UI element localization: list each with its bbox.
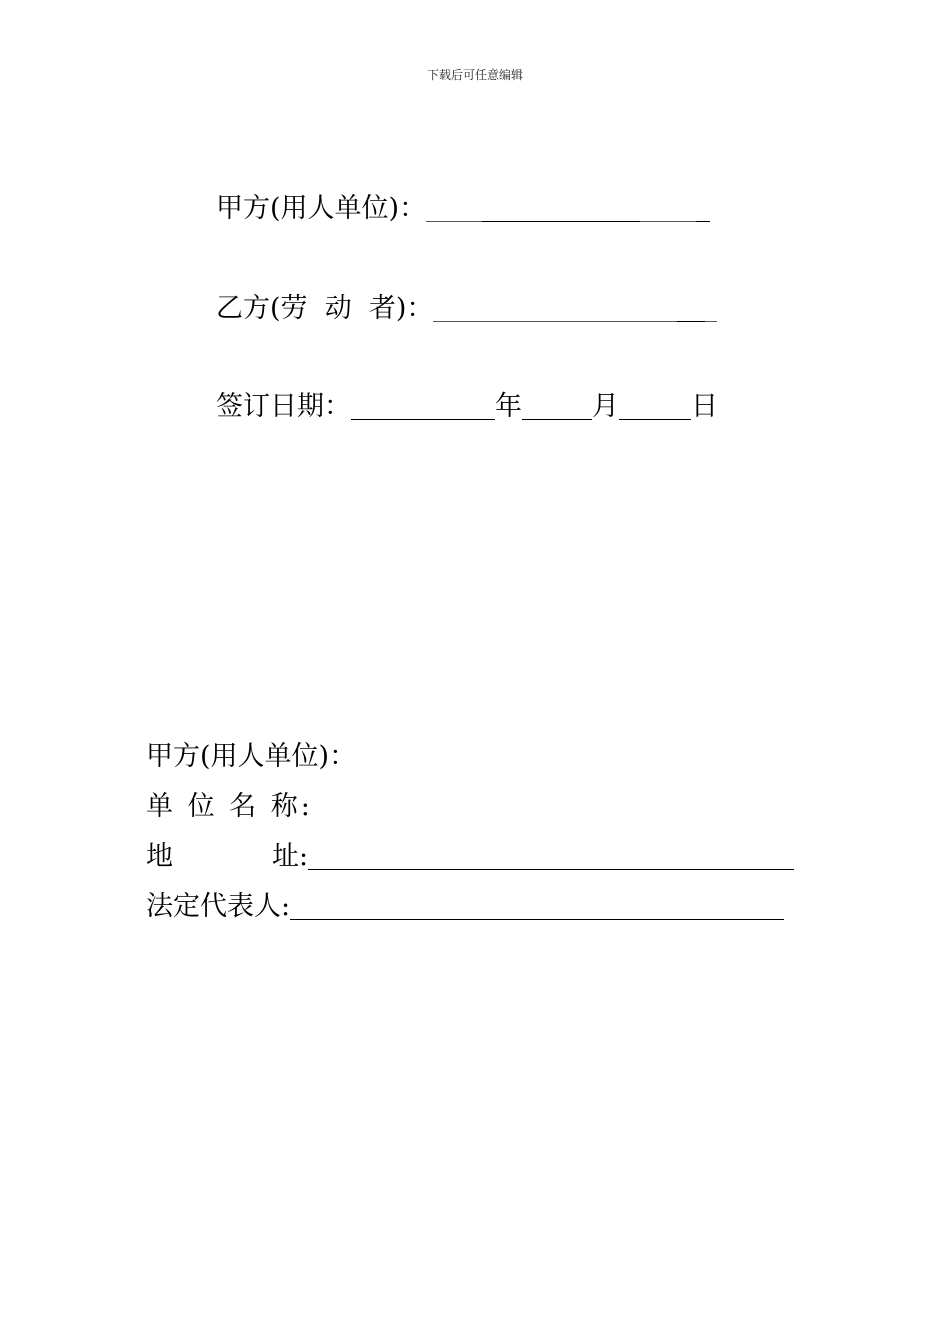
unit-name-line bbox=[146, 790, 313, 824]
party-a-line bbox=[216, 192, 710, 226]
header-note: 下载后可任意编辑 bbox=[426, 68, 523, 82]
sign-date-line bbox=[216, 390, 718, 424]
party-a-heading-text: 甲方(用人单位)： bbox=[146, 741, 357, 772]
party-a-label: 甲方(用人单位)： bbox=[216, 193, 427, 224]
party-a-blank-end[interactable] bbox=[696, 197, 710, 222]
month-blank[interactable] bbox=[522, 395, 592, 420]
address-label-second: 址: bbox=[272, 841, 309, 872]
month-char: 月 bbox=[592, 391, 619, 422]
party-b-label: 乙方(劳 动 者)： bbox=[216, 293, 434, 324]
legal-rep-blank[interactable] bbox=[290, 895, 784, 920]
day-blank[interactable] bbox=[619, 395, 691, 420]
legal-rep-line bbox=[146, 890, 784, 924]
address-line bbox=[146, 840, 794, 874]
unit-name-label: 单 位 名 称: bbox=[146, 791, 313, 822]
party-b-blank-end[interactable] bbox=[705, 297, 717, 322]
day-char: 日 bbox=[691, 391, 718, 422]
party-a-blank-tail[interactable] bbox=[640, 197, 696, 222]
year-blank[interactable] bbox=[351, 395, 495, 420]
party-b-blank-tail[interactable] bbox=[677, 297, 705, 322]
address-label-first: 地 bbox=[146, 841, 173, 872]
party-b-blank[interactable] bbox=[433, 297, 677, 322]
sign-date-label: 签订日期： bbox=[216, 391, 351, 422]
party-b-line bbox=[216, 292, 717, 326]
party-a-blank-main[interactable] bbox=[482, 197, 640, 222]
party-a-heading bbox=[146, 740, 356, 774]
address-blank[interactable] bbox=[308, 845, 794, 870]
party-a-blank[interactable] bbox=[426, 197, 482, 222]
legal-rep-label: 法定代表人: bbox=[146, 891, 291, 922]
year-char: 年 bbox=[495, 391, 522, 422]
